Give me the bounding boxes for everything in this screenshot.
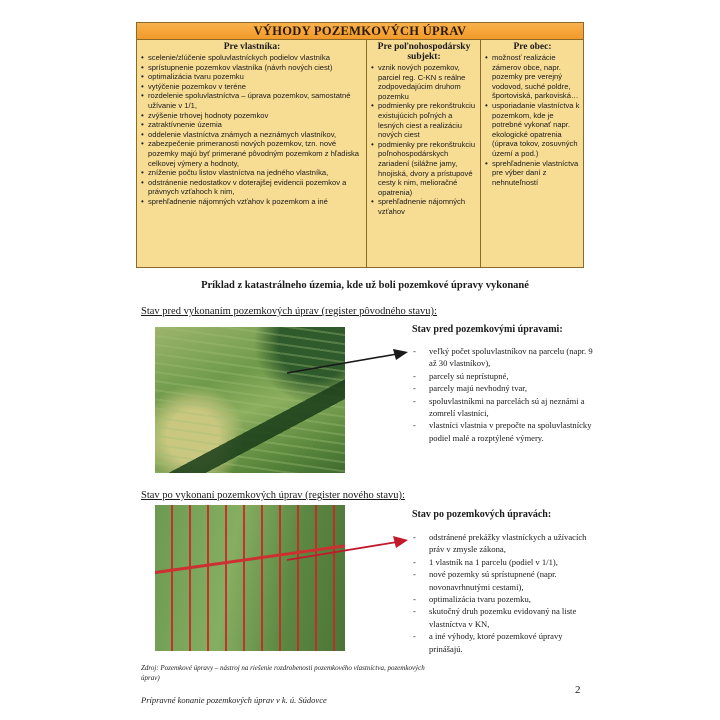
list-item: - a iné výhody, ktoré pozemkové úpravy prinášajú.: [413, 630, 598, 655]
list-item: - parcely sú neprístupné,: [413, 370, 598, 382]
list-item: • možnosť realizácie zámerov obce, napr. pozemky pre verejný vodovod, suché poldre, športoviská, parkoviská…: [485, 53, 580, 101]
list-item: - nové pozemky sú sprístupnené (napr. novonavrhnutými cestami),: [413, 568, 598, 593]
list-item: • zabezpečenie primeranosti nových pozemkov, tzn. nové pozemky majú byť primerané pôvodným pozemkom z hľadiska celkovej výmery a hodnoty,: [141, 139, 363, 168]
arrow-icon: [285, 532, 410, 562]
benefits-columns: [137, 40, 583, 268]
list-item: • sprehľadnenie vlastníctva pre výber daní z nehnuteľností: [485, 159, 580, 188]
list-item: • zatraktívnenie územia: [141, 120, 363, 130]
list-item: • scelenie/zlúčenie spoluvlastníckych podielov vlastníka: [141, 53, 363, 63]
list-item: - 1 vlastník na 1 parcelu (podiel v 1/1),: [413, 556, 598, 568]
footer-text: Prípravné konanie pozemkových úprav v k. ú. Súdovce: [141, 695, 327, 705]
list-item: • oddelenie vlastníctva známych a neznámych vlastníkov,: [141, 130, 363, 140]
list-item: - spoluvlastníkmi na parcelách sú aj neznámi a zomrelí vlastníci,: [413, 395, 598, 420]
column-agri-subject: [366, 40, 480, 268]
column-municipality-heading: Pre obec:: [513, 42, 552, 52]
list-item: - parcely majú nevhodný tvar,: [413, 382, 598, 394]
after-subheading: Stav po vykonaní pozemkových úprav (register nového stavu):: [141, 490, 405, 501]
after-list-heading: Stav po pozemkových úpravách:: [412, 509, 552, 520]
aerial-photo-after: [155, 505, 345, 651]
list-item: • zníženie počtu listov vlastníctva na jedného vlastníka,: [141, 168, 363, 178]
arrow-icon: [285, 347, 410, 377]
list-item: - odstránené prekážky vlastníckych a užívacích práv v zmysle zákona,: [413, 531, 598, 556]
list-item: - vlastníci vlastnia v prepočte na spoluvlastnícky podiel malé a rozptýlené výmery.: [413, 419, 598, 444]
benefits-table-title: VÝHODY POZEMKOVÝCH ÚPRAV: [137, 23, 583, 40]
example-heading: Príklad z katastrálneho územia, kde už boli pozemkové úpravy vykonané: [201, 280, 529, 291]
list-item: • odstránenie nedostatkov v doterajšej evidencii pozemkov a právnych vzťahoch k nim,: [141, 178, 363, 197]
column-municipality-list: [485, 53, 580, 187]
column-agri-list: [371, 63, 477, 217]
list-item: • vznik nových pozemkov, parciel reg. C-KN s reálne zodpovedajúcim druhom pozemku: [371, 63, 477, 101]
list-item: • podmienky pre rekonštrukciu poľnohospodárskych zariadení (silážne jamy, hnojiská, dvory a prístupové cesty k nim, melioračné opatrenia): [371, 140, 477, 198]
list-item: • usporiadanie vlastníctva k pozemkom, kde je potrebné vykonať napr. ekologické opatrenia (úprava tokov, zosuvných území a pod.): [485, 101, 580, 159]
before-list: [413, 345, 598, 444]
list-item: - optimalizácia tvaru pozemku,: [413, 593, 598, 605]
list-item: • vytýčenie pozemkov v teréne: [141, 82, 363, 92]
benefits-table: [136, 22, 584, 268]
before-subheading: Stav pred vykonaním pozemkových úprav (register pôvodného stavu):: [141, 306, 437, 317]
list-item: • sprístupnenie pozemkov vlastníka (návrh nových ciest): [141, 63, 363, 73]
column-municipality: [480, 40, 583, 268]
page-number: 2: [575, 684, 581, 696]
column-owner: [137, 40, 366, 268]
list-item: • rozdelenie spoluvlastníctva – úprava pozemkov, samostatné užívanie v 1/1,: [141, 91, 363, 110]
list-item: • sprehľadnenie nájomných vzťahov: [371, 197, 477, 216]
list-item: • zvýšenie trhovej hodnoty pozemkov: [141, 111, 363, 121]
list-item: • sprehľadnenie nájomných vzťahov k pozemkom a iné: [141, 197, 363, 207]
column-owner-heading: Pre vlastníka:: [223, 42, 281, 52]
list-item: - veľký počet spoluvlastníkov na parcelu (napr. 9 až 30 vlastníkov),: [413, 345, 598, 370]
list-item: • optimalizácia tvaru pozemku: [141, 72, 363, 82]
before-list-heading: Stav pred pozemkovými úpravami:: [412, 324, 563, 335]
list-item: • podmienky pre rekonštrukciu existujúcich poľných a lesných ciest a realizáciu nových ciest: [371, 101, 477, 139]
source-note: Zdroj: Pozemkové úpravy – nástroj na riešenie rozdrobenosti pozemkového vlastníctva, pozemkových úprav): [141, 664, 425, 682]
column-agri-heading: Pre poľnohospodársky subjekt:: [377, 42, 471, 62]
list-item: - skutočný druh pozemku evidovaný na liste vlastníctva v KN,: [413, 605, 598, 630]
column-owner-list: [141, 53, 363, 207]
after-list: [413, 531, 598, 655]
